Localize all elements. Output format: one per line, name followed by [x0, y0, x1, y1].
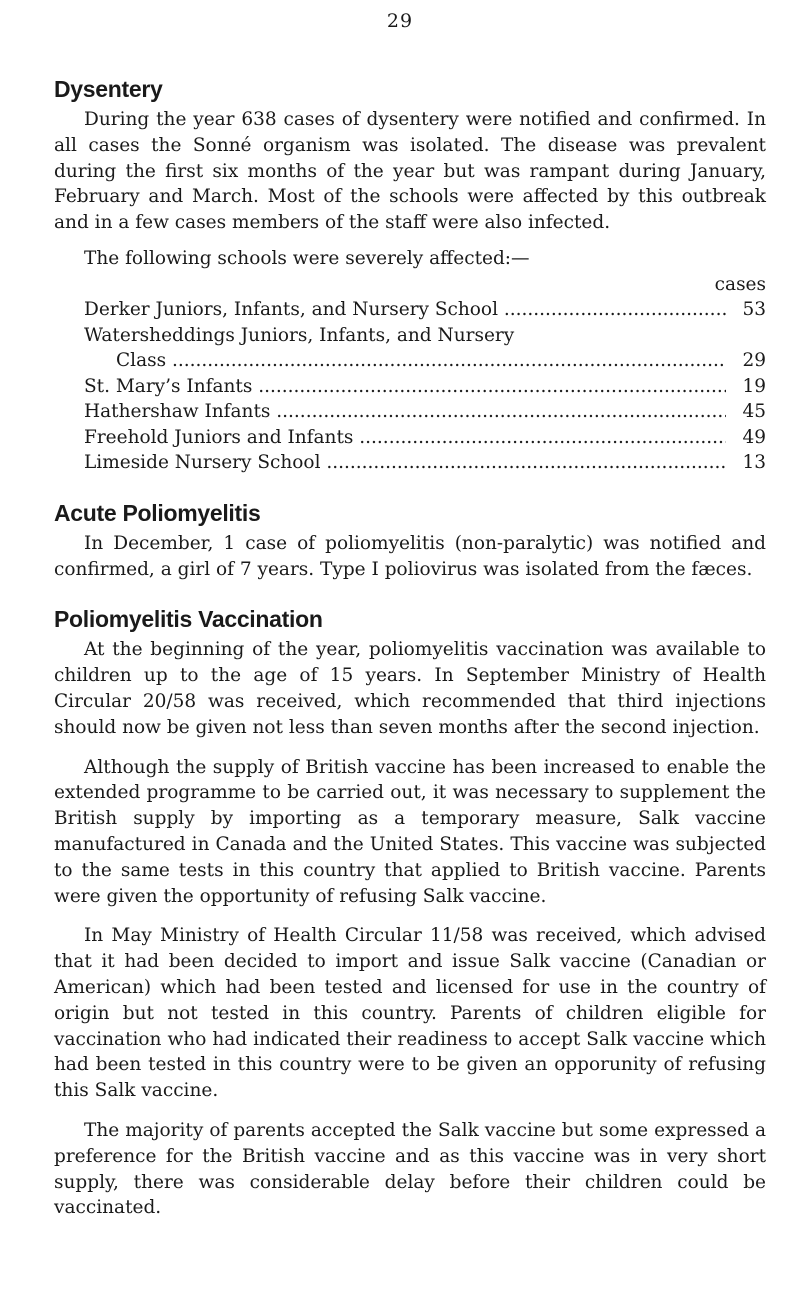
list-item-continuation [84, 348, 766, 374]
list-item [84, 374, 766, 400]
list-item [84, 425, 766, 451]
acute-polio-section [54, 500, 766, 583]
case-count: 49 [742, 426, 766, 448]
page-content [54, 76, 766, 1221]
list-item [84, 323, 766, 349]
affected-schools-intro: The following schools were severely affected:— [84, 247, 530, 269]
page-number: 29 [386, 10, 414, 32]
school-name-continued: Class ..... [84, 348, 726, 374]
vaccination-paragraph-3: In May Ministry of Health Circular 11/58 was received, which advised that it had been decided to import and issue Salk vaccine (Canadian or American) which had been tested and licensed for use in the country of origin but not tested in this country. Parents of children eligible for vaccination who had indicated their readiness to accept Salk vaccine which had been tested in this country were to be given an opporunity of refusing this Salk vaccine. [54, 925, 766, 1102]
school-name: Freehold Juniors and Infants ..... [84, 425, 726, 451]
school-name: St. Mary’s Infants ..... [84, 374, 726, 400]
case-count: 19 [742, 375, 766, 397]
acute-polio-heading: Acute Poliomyelitis [54, 499, 261, 526]
dysentery-paragraph: During the year 638 cases of dysentery were notified and confirmed. In all cases the Sonné organism was isolated. The disease was prevalent during the first six months of the year but was rampant during January, February and March. Most of the schools were affected by this outbreak and in a few cases members of the staff were also infected. [54, 109, 766, 234]
dysentery-heading: Dysentery [54, 76, 163, 102]
polio-vaccination-section [54, 606, 766, 1221]
school-cases-list [84, 297, 766, 476]
cases-column-header: cases [714, 273, 766, 295]
polio-vaccination-heading: Poliomyelitis Vaccination [54, 606, 323, 633]
school-name: Limeside Nursery School ..... [84, 450, 726, 476]
case-count: 13 [742, 452, 766, 474]
school-name: Derker Juniors, Infants, and Nursery School ..... [84, 297, 726, 323]
case-count: 29 [742, 350, 766, 372]
vaccination-paragraph-1: At the beginning of the year, poliomyelitis vaccination was available to children up to the age of 15 years. In September Ministry of Health Circular 20/58 was received, which recommended that third injections should now be given not less than seven months after the second injection. [54, 639, 766, 738]
school-name: Watersheddings Juniors, Infants, and Nursery [84, 324, 515, 346]
vaccination-paragraph-4: The majority of parents accepted the Salk vaccine but some expressed a preference for the British vaccine and as this vaccine was in very short supply, there was considerable delay before their children could be vaccinated. [54, 1119, 766, 1219]
acute-polio-paragraph: In December, 1 case of poliomyelitis (non-paralytic) was notified and confirmed, a girl of 7 years. Type I poliovirus was isolated from the fæces. [54, 532, 766, 580]
list-item [84, 297, 766, 323]
list-item [84, 399, 766, 425]
school-name: Hathershaw Infants ..... [84, 399, 726, 425]
case-count: 45 [742, 401, 766, 423]
case-count: 53 [742, 299, 766, 321]
dysentery-section [54, 76, 766, 476]
vaccination-paragraph-2: Although the supply of British vaccine has been increased to enable the extended programme to be carried out, it was necessary to supplement the British supply by importing as a temporary measure, Salk vaccine manufactured in Canada and the United States. This vaccine was subjected to the same tests in this country that applied to British vaccine. Parents were given the opportunity of refusing Salk vaccine. [54, 756, 766, 907]
list-item [84, 450, 766, 476]
